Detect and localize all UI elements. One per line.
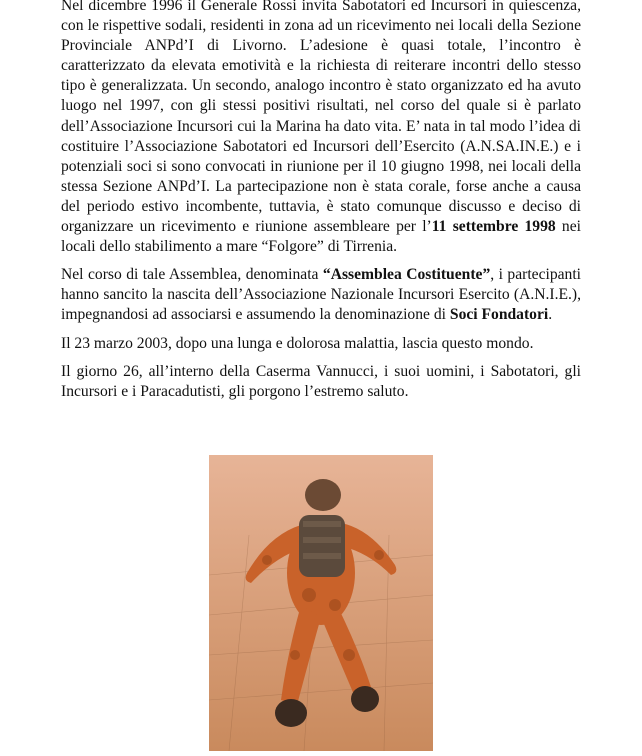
document-page — [61, 0, 581, 410]
paragraph-4-text: Il giorno 26, all’interno della Caserma Vannucci, i suoi uomini, i Sabotatori, gli Incursori e i Paracadutisti, gli porgono l’estremo saluto. — [61, 362, 581, 400]
paragraph-1-date-bold: 11 settembre 1998 — [431, 218, 556, 236]
skydiver-illustration — [209, 455, 433, 751]
paragraph-2-text-c: . — [548, 306, 553, 324]
left-boot — [275, 699, 307, 727]
paragraph-2-assembly-bold: “Assemblea Costituente” — [322, 266, 491, 284]
skydiver-photo — [209, 455, 433, 751]
helmet — [305, 479, 341, 511]
paragraph-1 — [61, 0, 581, 257]
paragraph-4 — [61, 362, 581, 402]
paragraph-2-text-b: , i partecipanti hanno sancito la nascita dell’Associazione Nazionale Incursori Esercito (A.N.I.E.), impegnandosi ad associarsi e assumendo la denominazione di — [61, 266, 582, 324]
paragraph-1-text-a: Nel dicembre 1996 il Generale Rossi invita Sabotatori ed Incursori in quiescenza, con le rispettive sodali, residenti in zona ad un ricevimento nei locali della Sezione Provinciale ANPd’I di Livorno. L’adesione è quasi totale, l’incontro è caratterizzato da elevata emotività e la richiesta di reiterare incontri dello stesso tipo è generalizzata. Un secondo, analogo incontro è stato organizzato ed ha avuto luogo nel 1997, con gli stessi positivi risultati, nel corso del quale si è parlato dell’Associazione Incursori cui la Marina ha dato vita. E’ nata in tal modo l’idea di costituire l’Associazione Sabotatori ed Incursori dell’Esercito (A.N.SA.IN.E.) e i potenziali soci si sono convocati in riunione per il 10 giugno 1998, nei locali della stessa Sezione ANPd’I. La partecipazione non è stata corale, forse anche a causa del periodo estivo incombente, tuttavia, è stato comunque discusso e deciso di organizzare un ricevimento e riunione assembleare per l’ — [61, 0, 581, 236]
paragraph-2-founders-bold: Soci Fondatori — [449, 306, 549, 324]
paragraph-2-text-a: Nel corso di tale Assemblea, denominata — [61, 266, 323, 284]
paragraph-1-text-b: nei locali dello stabilimento a mare “Folgore” di Tirrenia. — [61, 218, 581, 256]
right-boot — [351, 686, 379, 712]
paragraph-3 — [61, 334, 581, 354]
paragraph-2 — [61, 265, 581, 325]
paragraph-3-text: Il 23 marzo 2003, dopo una lunga e dolorosa malattia, lascia questo mondo. — [61, 334, 534, 352]
